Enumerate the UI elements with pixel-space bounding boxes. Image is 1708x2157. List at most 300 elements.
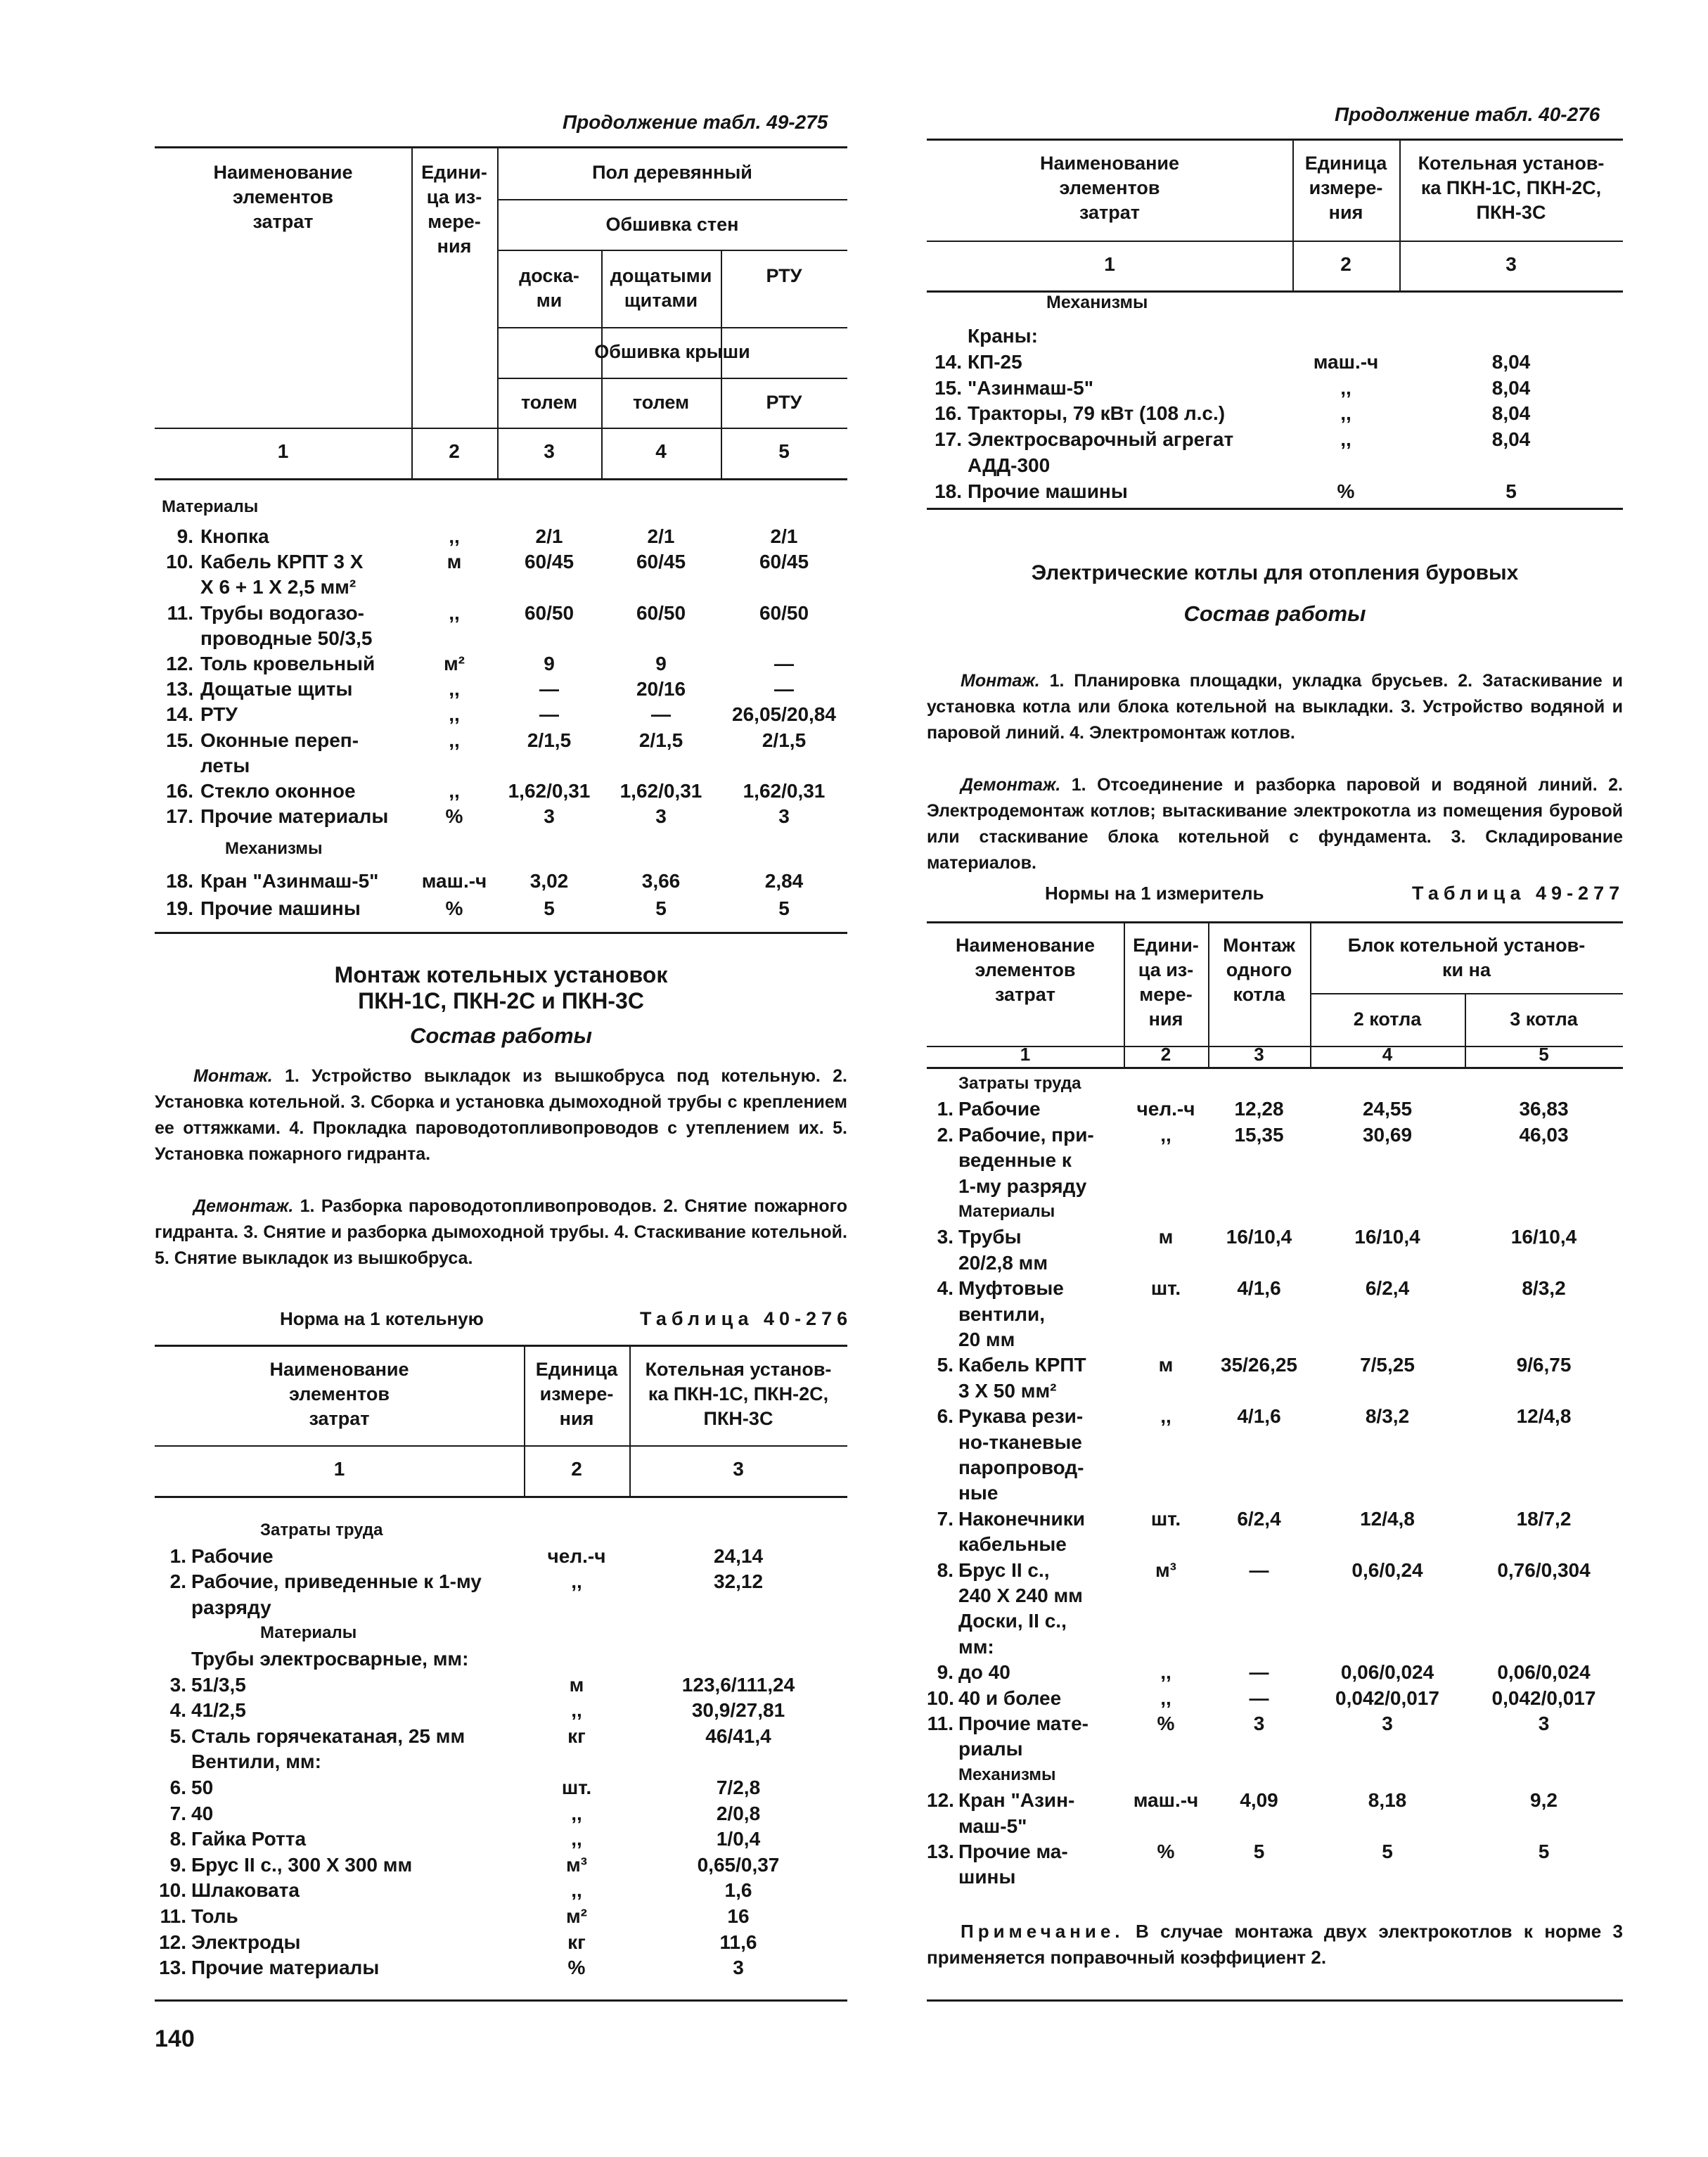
row-value: 2/1,5 [762,729,807,751]
row-unit: ,, [571,1828,582,1850]
row-unit: м² [443,653,465,674]
row-value: 20/16 [636,678,686,700]
row-name: паропровод- [958,1457,1084,1478]
row-name: Трубы электросварные, мм: [191,1648,469,1670]
row-name: разряду [191,1596,271,1618]
row-unit: маш.-ч [1313,350,1379,373]
table-row [927,453,1623,478]
row-value: 18/7,2 [1516,1507,1572,1530]
row-value: 32,12 [713,1570,764,1593]
row-value: 60/50 [759,601,809,624]
row-value: 5 [544,897,555,919]
table-row [155,1672,847,1698]
row-value: 2/1 [770,525,798,547]
row-value: 0,76/0,304 [1497,1558,1591,1581]
col-header-name: Наименование элементов затрат [955,935,1096,1005]
table-row [155,1904,847,1929]
col-header-3-boilers: 3 котла [1510,1009,1578,1030]
table-row [927,401,1623,426]
table-row [155,1930,847,1955]
section-title: Монтаж котельных установок [334,962,668,987]
col-header-group: Пол деревянный [592,162,752,183]
row-unit: м² [565,1905,588,1927]
row-value: 60/45 [524,551,574,573]
page-number: 140 [155,2025,195,2052]
row-number: 9. [176,525,193,547]
row-name: Рукава рези- [958,1405,1084,1428]
row-name: Толь [191,1905,238,1927]
row-number: 9. [937,1661,953,1684]
col-number: 2 [449,440,460,462]
row-number: 6. [937,1405,953,1428]
row-name: Шлаковата [191,1879,300,1902]
row-value: 9/6,75 [1516,1354,1572,1376]
row-name: Трубы [958,1226,1022,1248]
row-unit: % [445,805,463,828]
table-row [927,1839,1623,1864]
row-value: 60/50 [636,601,686,624]
row-value: — [651,703,671,726]
row-value: 6/2,4 [1237,1507,1281,1530]
demount-paragraph: Демонтаж. 1. Разборка пароводотопливопроводов. 2. Снятие пожарного гидранта. 3. Снятие и разборка дымоходной трубы. 4. Стаскивание котельной. 5. Снятие выкладок из вышкобруса. [155,1196,847,1268]
row-number: 1. [937,1098,953,1120]
table-row [927,1864,1623,1890]
row-name: Кабель КРПТ [958,1354,1086,1376]
row-value: 30,9/27,81 [691,1699,785,1722]
col-number: 3 [1254,1044,1264,1065]
row-value: 1,62/0,31 [743,780,826,802]
row-name: Рабочие [958,1098,1041,1120]
row-value: 9 [655,653,667,674]
table-row [155,1569,847,1594]
row-unit: шт. [1150,1507,1181,1530]
row-value: — [539,678,559,700]
row-unit: кг [567,1931,586,1953]
row-name: Наконечники [958,1507,1085,1530]
row-name: 41/2,5 [191,1699,246,1722]
row-value: 36,83 [1519,1098,1569,1120]
row-value: 5 [778,897,790,919]
table-row [927,1276,1623,1301]
row-value: 24,55 [1362,1098,1413,1120]
section-heading: Затраты труда [260,1521,383,1540]
row-number: 10. [159,1879,186,1902]
row-value: 0,042/0,017 [1335,1686,1439,1709]
row-number: 1. [169,1544,186,1567]
row-value: 0,042/0,017 [1491,1686,1596,1709]
row-unit: ,, [449,729,460,751]
table-row [927,1148,1623,1173]
row-number: 15. [166,729,193,751]
table-row [155,1852,847,1878]
table-row [927,1711,1623,1736]
row-name: X 6 + 1 X 2,5 мм² [200,576,357,599]
section-materials: Материалы [162,497,259,516]
table-row [155,626,847,651]
row-number: 5. [937,1354,953,1376]
row-number: 12. [166,653,193,674]
row-value: 1,6 [724,1879,752,1902]
col-number: 1 [333,1458,345,1480]
col-header-roof-5: РТУ [766,392,802,413]
col-header-group: Блок котельной установ- ки на [1347,935,1586,980]
row-value: — [1249,1558,1269,1581]
row-name: Прочие машины [968,480,1128,502]
col-number: 2 [1160,1044,1171,1065]
row-number: 10. [166,551,193,573]
row-value: 2/1,5 [527,729,572,751]
row-value: 5 [1538,1841,1550,1862]
row-value: 0,06/0,024 [1497,1661,1591,1684]
row-number: 12. [927,1789,954,1812]
work-title: Состав работы [1183,601,1366,626]
table-row [155,1595,847,1620]
row-name: проводные 50/3,5 [200,627,373,649]
col-number: 4 [1382,1044,1393,1065]
table-row [155,677,847,702]
row-number: 18. [166,870,193,892]
row-number: 11. [167,601,193,624]
row-number: 14. [166,703,193,726]
row-value: 0,06/0,024 [1340,1661,1434,1684]
row-name: до 40 [958,1661,1010,1684]
col-number: 5 [1539,1044,1549,1065]
row-number: 2. [169,1570,186,1593]
table-row [927,1302,1623,1327]
demount-paragraph: Демонтаж. 1. Отсоединение и разборка паровой и водяной линий. 2. Электродемонтаж котлов; вытаскивание электрокотла из помещения буровой или стаскивание блока котельной с фундамента. 3. Складирование материалов. [927,775,1623,873]
row-number: 17. [935,428,962,451]
section-title: Электрические котлы для отопления буровых [1031,561,1519,584]
table-row [927,1250,1623,1276]
row-unit: ,, [1340,376,1351,399]
row-value: 46,03 [1519,1123,1569,1146]
row-name: Электроды [191,1931,301,1953]
table-row [155,1544,847,1569]
table-row [927,1814,1623,1839]
row-value: 46/41,4 [705,1724,771,1747]
col-number: 5 [778,440,790,462]
row-value: 26,05/20,84 [732,703,836,726]
row-value: 60/45 [759,551,809,573]
row-unit: ,, [1340,428,1351,451]
row-name: 40 [191,1802,214,1824]
row-name: Кран "Азин- [958,1789,1075,1812]
table-row [927,1660,1623,1685]
row-name: 240 X 240 мм [958,1585,1083,1606]
row-number: 18. [935,480,962,502]
row-name: вентили, [958,1302,1046,1325]
row-value: 16 [727,1905,750,1927]
row-name: Кнопка [200,525,269,547]
row-number: 4. [169,1699,186,1722]
row-name: Прочие машины [200,897,361,919]
table-row [927,1352,1623,1378]
col-header-unit: Едини- ца из- мере- ния [421,162,487,257]
row-name: леты [200,754,250,776]
row-name: Дощатые щиты [200,678,353,700]
row-value: 4,09 [1240,1789,1278,1812]
row-unit: ,, [571,1879,582,1902]
row-value: 3 [1253,1713,1265,1734]
row-name: Оконные переп- [200,729,359,751]
row-value: 35/26,25 [1221,1354,1297,1376]
col-header-name: Наименование элементов затрат [1039,153,1180,223]
row-name: Электросварочный агрегат [968,428,1234,451]
continuation-label: Продолжение табл. 49-275 [563,111,828,133]
row-number: 10. [927,1686,954,1709]
col-header-boards: доска- ми [519,265,579,311]
row-unit: ,, [1340,402,1351,425]
table-row [927,1480,1623,1506]
row-value: 24,14 [713,1544,764,1567]
row-value: 3 [544,805,555,828]
col-number: 3 [1505,253,1517,275]
row-unit: ,, [449,601,460,624]
table-label: Таблица 49-277 [1412,883,1625,904]
row-unit: ,, [449,703,460,726]
work-title: Состав работы [409,1023,593,1048]
row-value: 12,28 [1234,1098,1284,1120]
row-unit: ,, [1160,1661,1171,1684]
table-row [155,1698,847,1723]
table-row [927,479,1623,504]
row-value: 4/1,6 [1237,1277,1281,1300]
row-name: Доски, II с., [958,1610,1067,1632]
row-unit: чел.-ч [547,1544,606,1567]
row-name: 3 X 50 мм² [958,1379,1057,1402]
row-name: мм: [958,1635,994,1658]
col-header-single: Монтаж одного котла [1223,935,1295,1005]
row-number: 3. [937,1226,953,1248]
row-number: 16. [935,402,962,425]
row-unit: м³ [565,1853,588,1876]
row-value: 7/2,8 [716,1777,761,1798]
row-value: — [1249,1686,1269,1709]
norm-caption: Нормы на 1 измеритель [1045,883,1264,904]
row-number: 11. [927,1713,953,1734]
row-name: Рабочие [191,1544,274,1567]
row-value: 1,62/0,31 [508,780,591,802]
section-heading: Механизмы [958,1765,1056,1784]
table-row [927,1583,1623,1608]
row-unit: м [1158,1354,1174,1376]
table-row [155,601,847,626]
row-number: 8. [937,1558,953,1581]
row-number: 4. [937,1277,953,1300]
row-value: 8,04 [1491,350,1531,373]
row-name: РТУ [200,703,238,726]
row-name: но-тканевые [958,1430,1082,1453]
row-name: Толь кровельный [200,653,375,674]
row-number: 17. [166,805,193,828]
table-row [927,1532,1623,1557]
table-row [927,1455,1623,1480]
row-name: Рабочие, приведенные к 1-му [191,1570,482,1593]
row-name: Прочие материалы [200,805,389,828]
row-unit: ,, [449,780,460,802]
row-unit: ,, [571,1699,582,1722]
col-number: 2 [1340,253,1351,275]
row-value: 0,6/0,24 [1351,1558,1423,1581]
table-row [927,1634,1623,1660]
row-name: Прочие ма- [958,1841,1068,1862]
row-name: Вентили, мм: [191,1750,321,1773]
table-row [155,1826,847,1852]
col-header-roof-3: толем [520,392,578,413]
row-name: КП-25 [968,350,1022,373]
row-value: — [774,678,794,700]
row-unit: маш.-ч [421,870,487,892]
row-name: кабельные [958,1533,1067,1556]
col-header-2-boilers: 2 котла [1353,1009,1422,1030]
row-name: 20 мм [958,1329,1015,1350]
row-unit: шт. [1150,1277,1181,1300]
row-unit: ,, [1160,1405,1171,1428]
table-row [927,1096,1623,1122]
row-name: веденные к [958,1149,1072,1172]
row-value: 12/4,8 [1516,1405,1572,1428]
row-value: 2/1 [535,525,563,547]
table-row [155,1878,847,1903]
table-row [927,324,1623,349]
row-unit: ,, [449,525,460,547]
row-name: Рабочие, при- [958,1123,1094,1146]
row-name: Брус II с., 300 X 300 мм [191,1853,413,1876]
row-name: Брус II с., [958,1558,1050,1581]
col-header-value: Котельная установ- ка ПКН-1С, ПКН-2С, ПКН-3С [645,1359,832,1429]
row-name: 51/3,5 [191,1673,246,1696]
row-value: 16/10,4 [1226,1226,1292,1248]
row-value: 8/3,2 [1522,1277,1566,1300]
row-unit: маш.-ч [1133,1789,1199,1812]
row-unit: ,, [1160,1686,1171,1709]
row-value: 123,6/111,24 [681,1673,795,1696]
col-header-unit: Едини- ца из- мере- ния [1133,935,1199,1030]
row-value: 2/0,8 [716,1802,761,1824]
row-value: 3 [1538,1713,1550,1734]
row-name: АДД-300 [968,454,1051,476]
row-name: Муфтовые [958,1277,1064,1300]
table-row [155,779,847,804]
row-number: 19. [166,897,193,919]
row-unit: % [1157,1841,1175,1862]
mount-paragraph: Монтаж. 1. Планировка площадки, укладка брусьев. 2. Затаскивание и установка котла или блока котельной на выкладки. 3. Устройство водяной и паровой линий. 4. Электромонтаж котлов. [927,671,1624,743]
row-name: Прочие материалы [191,1957,380,1979]
note-paragraph: Примечание. В случае монтажа двух электрокотлов к норме 3 применяется поправочный коэффициент 2. [927,1921,1624,1968]
table-row [155,1801,847,1826]
row-value: 16/10,4 [1510,1226,1577,1248]
row-value: 1/0,4 [716,1828,761,1850]
row-unit: шт. [561,1777,592,1798]
row-value: 3,02 [529,870,569,892]
col-header-unit: Единица измере- ния [1304,153,1387,223]
row-value: 5 [1505,480,1517,502]
col-number: 3 [733,1458,744,1480]
col-number: 1 [1104,253,1115,275]
row-value: 3,66 [641,870,681,892]
norm-caption: Норма на 1 котельную [280,1308,484,1329]
row-value: 4/1,6 [1237,1405,1281,1428]
row-value: 30,69 [1362,1123,1413,1146]
table-row [927,350,1623,375]
row-unit: ,, [571,1802,582,1824]
row-value: — [1249,1661,1269,1684]
table-row [927,376,1623,401]
col-header-name: Наименование элементов затрат [213,162,353,232]
row-name: Стекло оконное [200,780,356,802]
table-row [155,524,847,549]
section-heading: Материалы [260,1623,357,1643]
table-row [155,869,847,894]
col-number: 2 [571,1458,582,1480]
row-value: — [539,703,559,726]
row-unit: % [445,897,463,919]
row-name: риалы [958,1738,1023,1760]
row-value: 6/2,4 [1365,1277,1410,1300]
row-value: 3 [655,805,667,828]
row-value: 3 [778,805,790,828]
table-row [927,1404,1623,1429]
row-value: 15,35 [1234,1123,1284,1146]
row-value: 8,18 [1368,1789,1407,1812]
table-row [155,1646,847,1672]
row-value: 5 [1253,1841,1265,1862]
row-unit: м [1158,1226,1174,1248]
table-row [927,1558,1623,1583]
row-value: 2,84 [764,870,804,892]
table-row [927,1686,1623,1711]
col-header-name: Наименование элементов затрат [269,1359,409,1429]
table-row [927,1506,1623,1532]
row-name: Гайка Ротта [191,1828,307,1850]
col-header-roof: Обшивка крыши [594,341,750,362]
table-row [155,702,847,727]
table-row [155,575,847,600]
col-header-value: Котельная установ- ка ПКН-1С, ПКН-2С, ПКН-3С [1418,153,1605,223]
section-mechanisms: Механизмы [1046,293,1148,312]
continuation-label: Продолжение табл. 40-276 [1335,103,1600,125]
row-number: 14. [935,350,962,373]
row-name: Сталь горячекатаная, 25 мм [191,1724,465,1747]
table-row [155,728,847,753]
row-number: 7. [937,1507,953,1530]
row-unit: % [1337,480,1355,502]
row-unit: м [447,551,462,573]
col-header-rtu: РТУ [766,265,802,286]
col-header-unit: Единица измере- ния [535,1359,618,1429]
row-name: Кран "Азинмаш-5" [200,870,379,892]
row-value: 2/1,5 [638,729,683,751]
row-number: 9. [169,1853,186,1876]
table-row [927,1430,1623,1455]
row-number: 13. [166,678,193,700]
row-name: 20/2,8 мм [958,1251,1048,1274]
row-value: 5 [1382,1841,1393,1862]
row-value: 60/45 [636,551,686,573]
row-value: 3 [1382,1713,1393,1734]
section-heading: Затраты труда [958,1074,1081,1093]
row-unit: чел.-ч [1136,1098,1195,1120]
row-number: 15. [935,376,962,399]
row-number: 3. [169,1673,186,1696]
table-row [155,896,847,921]
mount-paragraph: Монтаж. 1. Устройство выкладок из вышкобруса под котельную. 2. Установка котельной. 3. Сборка и установка дымоходной трубы с креплением ее оттяжками. 4. Прокладка пароводотопливопроводов с утеплением их. 5. Установка пожарного гидранта. [155,1066,847,1164]
table-row [155,804,847,829]
row-value: 8,04 [1491,376,1531,399]
row-value: 7/5,25 [1360,1354,1415,1376]
col-number: 1 [277,440,289,462]
table-row [155,1724,847,1749]
